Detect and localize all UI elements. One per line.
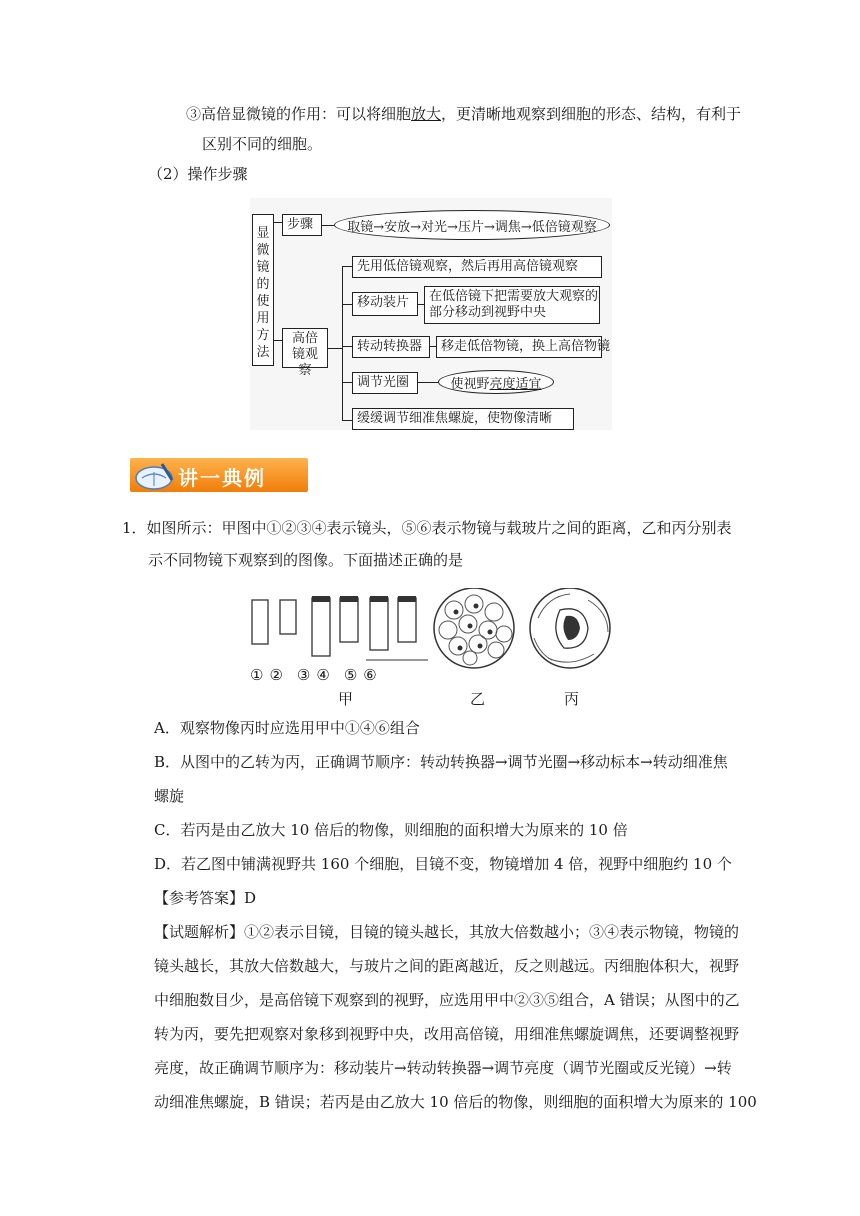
label-yi: 乙 (470, 690, 486, 708)
analysis-line-1: 【试题解析】①②表示目镜，目镜的镜头越长，其放大倍数越小；③④表示物镜，物镜的 (154, 923, 740, 941)
analysis-line-2: 镜头越长，其放大倍数越大，与玻片之间的距离越近，反之则越远。丙细胞体积大，视野 (154, 957, 740, 975)
flow-row-3-label: 转动转换器 (352, 336, 430, 358)
section-heading: （2）操作步骤 (148, 165, 248, 183)
flow-row-3-detail: 移走低倍物镜，换上高倍物镜 (436, 336, 602, 358)
banner-title: 讲一典例 (178, 466, 266, 490)
intro-item3: ③高倍显微镜的作用：可以将细胞放大，更清晰地观察到细胞的形态、结构，有利于 (186, 105, 742, 123)
flow-row-2-label: 移动装片 (352, 292, 418, 316)
analysis-line-4: 转为丙，要先把观察对象移到视野中央，改用高倍镜，用细准焦螺旋调焦，还要调整视野 (154, 1025, 740, 1043)
flow-row-4-label: 调节光圈 (352, 372, 418, 394)
analysis-line-6: 动细准焦螺旋，B 错误；若丙是由乙放大 10 倍后的物像，则细胞的面积增大为原来的 100 (154, 1093, 757, 1111)
analysis-line-3: 中细胞数目少，是高倍镜下观察到的视野，应选用甲中②③⑤组合，A 错误；从图中的乙 (154, 991, 740, 1009)
lens-figure (248, 588, 618, 710)
flow-row-5: 缓缓调节细准焦螺旋，使物像清晰 (352, 408, 574, 430)
question-figure (248, 588, 618, 710)
section-banner (130, 458, 308, 492)
label-bing: 丙 (564, 690, 580, 708)
flow-steps-oval: 取镜→安放→对光→压片→调焦→低倍镜观察 (334, 210, 610, 240)
question-line2: 示不同物镜下观察到的图像。下面描述正确的是 (148, 551, 464, 569)
intro-item3-line2: 区别不同的细胞。 (202, 135, 323, 153)
option-b-line2: 螺旋 (154, 787, 185, 805)
flow-row-1: 先用低倍镜观察，然后再用高倍镜观察 (352, 256, 602, 278)
flow-steps-label: 步骤 (282, 214, 322, 236)
flow-row-2-detail: 在低倍镜下把需要放大观察的 部分移动到视野中央 (424, 286, 600, 324)
option-c: C．若丙是由乙放大 10 倍后的物像，则细胞的面积增大为原来的 10 倍 (154, 821, 628, 839)
answer: 【参考答案】D (154, 889, 257, 907)
analysis-line-5: 亮度，故正确调节顺序为：移动装片→转动转换器→调节亮度（调节光圈或反光镜）→转 (154, 1059, 732, 1077)
flow-root: 显微镜的使用方法 (252, 214, 274, 366)
option-a: A．观察物像丙时应选用甲中①④⑥组合 (154, 719, 420, 737)
question-line1: 1．如图所示：甲图中①②③④表示镜头，⑤⑥表示物镜与载玻片之间的距离，乙和丙分别表 (122, 519, 732, 537)
microscope-flowchart (250, 198, 612, 430)
flow-high-label: 高倍镜观察 (282, 328, 328, 368)
book-pen-icon (132, 458, 178, 492)
flow-row-4-detail: 使视野 亮度适宜 (438, 370, 554, 394)
option-b-line1: B．从图中的乙转为丙，正确调节顺序：转动转换器→调节光圈→移动标本→转动细准焦 (154, 753, 728, 771)
lens-numbers: ①② ③④ ⑤⑥ (250, 666, 383, 684)
label-jia: 甲 (338, 690, 354, 708)
option-d: D．若乙图中铺满视野共 160 个细胞，目镜不变，物镜增加 4 倍，视野中细胞约 10 个 (154, 855, 732, 873)
